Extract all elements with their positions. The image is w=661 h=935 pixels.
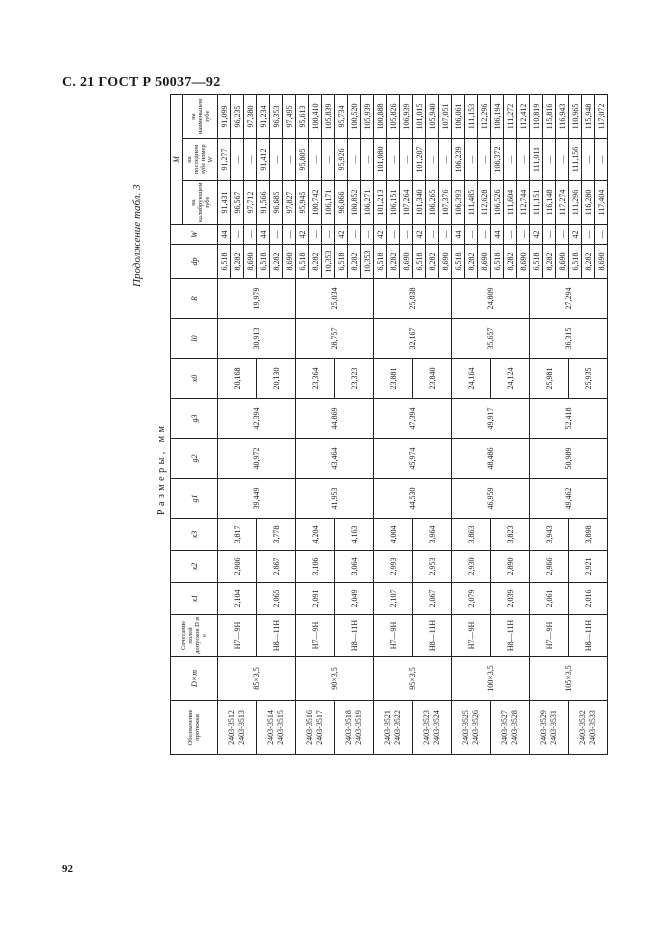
designation-line: 2403-3515 [276,710,285,745]
designation-cell [452,701,491,755]
w-cell: 42 [335,225,348,245]
l0-cell: 35,657 [452,319,530,359]
table-row [374,95,387,755]
w-cell: — [426,225,439,245]
g3-cell: 47,394 [374,399,452,439]
m-calib-cell: 111,485 [465,181,478,225]
m-last-cell: — [517,139,530,181]
dp-cell: 10,353 [322,245,335,279]
m-first-cell: 105,940 [426,95,439,139]
designation-line: 2403-3517 [315,710,324,745]
x0-cell: 23,364 [296,359,335,399]
m-calib-cell: 97,827 [283,181,296,225]
dp-cell: 8,282 [309,245,322,279]
dp-cell: 6,518 [491,245,504,279]
x2-cell: 2,921 [569,551,608,583]
header-g1: g1 [171,479,218,519]
m-first-cell: 100,410 [309,95,322,139]
dp-cell: 10,353 [361,245,374,279]
x2-cell: 2,993 [374,551,413,583]
m-last-cell: — [504,139,517,181]
w-cell: — [556,225,569,245]
header-g3: g3 [171,399,218,439]
m-last-cell: — [309,139,322,181]
x2-cell: 3,064 [335,551,374,583]
dp-cell: 6,518 [530,245,543,279]
designation-line: 2403-3516 [305,710,314,745]
x1-cell: 2,079 [452,583,491,615]
fields-cell: H7—9H [374,615,413,657]
dp-cell: 8,690 [439,245,452,279]
dxm-cell: 90×3,5 [296,657,374,701]
m-last-cell: — [595,139,608,181]
x2-cell: 2,890 [491,551,530,583]
header-m-calib: на калибрующем зубе [183,181,218,225]
w-cell: 44 [491,225,504,245]
m-calib-cell: 112,628 [478,181,491,225]
designation-line: 2403-3513 [237,710,246,745]
m-first-cell: 95,613 [296,95,309,139]
table-row [452,95,465,755]
m-last-cell: — [348,139,361,181]
designation-line: 2403-3531 [549,710,558,745]
x1-cell: 2,039 [491,583,530,615]
designation-line: 2403-3533 [588,710,597,745]
g2-cell: 40,972 [218,439,296,479]
fields-cell: H7—9H [530,615,569,657]
m-calib-cell: 106,151 [387,181,400,225]
m-last-cell: — [322,139,335,181]
m-first-cell: 105,939 [361,95,374,139]
fields-cell: H8—11H [413,615,452,657]
r-cell: 19,979 [218,279,296,319]
designation-line: 2403-3532 [578,710,587,745]
g1-cell: 49,462 [530,479,608,519]
designation-line: 2403-3519 [354,710,363,745]
x1-cell: 2,104 [218,583,257,615]
g1-cell: 46,959 [452,479,530,519]
designation-line: 2403-3525 [461,710,470,745]
m-first-cell: 106,061 [452,95,465,139]
designation-line: 2403-3528 [510,710,519,745]
m-first-cell: 95,734 [335,95,348,139]
g2-cell: 45,974 [374,439,452,479]
w-cell: 44 [452,225,465,245]
table-row [218,95,231,755]
m-calib-cell: 106,393 [452,181,465,225]
dp-cell: 8,282 [270,245,283,279]
dp-cell: 8,282 [426,245,439,279]
designation-cell [413,701,452,755]
m-first-cell: 106,194 [491,95,504,139]
header-x1: x1 [171,583,218,615]
w-cell: — [387,225,400,245]
m-calib-cell: 101,213 [374,181,387,225]
m-last-cell: 106,372 [491,139,504,181]
x1-cell: 2,091 [296,583,335,615]
designation-cell [218,701,257,755]
m-first-cell: 110,965 [569,95,582,139]
r-cell: 25,038 [374,279,452,319]
m-first-cell: 117,072 [595,95,608,139]
dp-cell: 8,282 [504,245,517,279]
g2-cell: 50,989 [530,439,608,479]
m-last-cell: 111,156 [569,139,582,181]
fields-cell: H8—11H [491,615,530,657]
m-last-cell: — [478,139,491,181]
m-last-cell: 95,926 [335,139,348,181]
designation-cell [335,701,374,755]
x0-cell: 25,981 [530,359,569,399]
x3-cell: 4,004 [374,519,413,551]
page-number: 92 [62,863,73,875]
m-calib-cell: 107,264 [400,181,413,225]
x2-cell: 3,106 [296,551,335,583]
designation-line: 2403-3526 [471,710,480,745]
m-first-cell: 91,234 [257,95,270,139]
dp-cell: 6,518 [335,245,348,279]
designation-line: 2403-3522 [393,710,402,745]
m-last-cell: 101,080 [374,139,387,181]
designation-line: 2403-3523 [422,710,431,745]
x3-cell: 4,204 [296,519,335,551]
designation-line: 2403-3529 [539,710,548,745]
dp-cell: 6,518 [296,245,309,279]
g2-cell: 48,486 [452,439,530,479]
m-first-cell: 115,948 [582,95,595,139]
l0-cell: 36,315 [530,319,608,359]
x2-cell: 2,953 [413,551,452,583]
fields-cell: H8—11H [257,615,296,657]
x0-cell: 23,840 [413,359,452,399]
dimensions-table [170,94,608,755]
m-calib-cell: 106,265 [426,181,439,225]
dp-cell: 8,282 [465,245,478,279]
m-last-cell: — [244,139,257,181]
m-last-cell: — [543,139,556,181]
header-m: M [171,95,183,225]
x2-cell: 2,930 [452,551,491,583]
m-first-cell: 97,380 [244,95,257,139]
m-last-cell: 106,239 [452,139,465,181]
l0-cell: 28,757 [296,319,374,359]
g1-cell: 39,449 [218,479,296,519]
dxm-cell: 85×3,5 [218,657,296,701]
x0-cell: 23,881 [374,359,413,399]
m-first-cell: 115,816 [543,95,556,139]
page-title: С. 21 ГОСТ Р 50037—92 [62,75,221,90]
m-last-cell: — [400,139,413,181]
x1-cell: 2,067 [413,583,452,615]
x1-cell: 2,107 [374,583,413,615]
m-first-cell: 101,015 [413,95,426,139]
m-first-cell: 105,839 [322,95,335,139]
dxm-cell: 105×3,5 [530,657,608,701]
m-first-cell: 111,153 [465,95,478,139]
m-calib-cell: 111,151 [530,181,543,225]
w-cell: — [348,225,361,245]
dxm-cell: 95×3,5 [374,657,452,701]
designation-cell [530,701,569,755]
header-fields: Сочетание полей допусков D и е [171,615,218,657]
w-cell: 42 [530,225,543,245]
w-cell: — [361,225,374,245]
x0-cell: 24,164 [452,359,491,399]
r-cell: 24,809 [452,279,530,319]
dp-cell: 6,518 [569,245,582,279]
m-calib-cell: 91,431 [218,181,231,225]
fields-cell: H7—9H [296,615,335,657]
m-calib-cell: 91,566 [257,181,270,225]
x3-cell: 3,943 [530,519,569,551]
m-last-cell: — [270,139,283,181]
w-cell: — [582,225,595,245]
w-cell: — [283,225,296,245]
x1-cell: 2,061 [530,583,569,615]
x0-cell: 25,935 [569,359,608,399]
w-cell: 42 [296,225,309,245]
dp-cell: 6,518 [218,245,231,279]
m-last-cell: 95,805 [296,139,309,181]
w-cell: — [595,225,608,245]
dp-cell: 6,518 [452,245,465,279]
m-first-cell: 91,099 [218,95,231,139]
m-last-cell: — [556,139,569,181]
header-l0: l0 [171,319,218,359]
g3-cell: 44,869 [296,399,374,439]
dp-cell: 8,690 [478,245,491,279]
x2-cell: 2,867 [257,551,296,583]
w-cell: 42 [374,225,387,245]
m-last-cell: — [361,139,374,181]
w-cell: 42 [413,225,426,245]
m-first-cell: 97,495 [283,95,296,139]
m-first-cell: 116,943 [556,95,569,139]
table-body [218,95,608,755]
m-first-cell: 100,888 [374,95,387,139]
x2-cell: 2,906 [218,551,257,583]
w-cell: — [270,225,283,245]
x0-cell: 24,124 [491,359,530,399]
dp-cell: 8,282 [348,245,361,279]
g1-cell: 41,953 [296,479,374,519]
m-calib-cell: 97,712 [244,181,257,225]
x3-cell: 3,817 [218,519,257,551]
header-designation: Обозначение протяжки [171,701,218,755]
designation-line: 2403-3514 [266,710,275,745]
x3-cell: 4,163 [335,519,374,551]
r-cell: 25,034 [296,279,374,319]
g3-cell: 52,418 [530,399,608,439]
x1-cell: 2,065 [257,583,296,615]
table-row [296,95,309,755]
w-cell: — [322,225,335,245]
m-last-cell: 91,277 [218,139,231,181]
m-last-cell: — [426,139,439,181]
w-cell: — [517,225,530,245]
table-row [530,95,543,755]
x3-cell: 3,823 [491,519,530,551]
designation-line: 2403-3512 [227,710,236,745]
dp-cell: 8,690 [283,245,296,279]
w-cell: — [465,225,478,245]
l0-cell: 32,167 [374,319,452,359]
fields-cell: H8—11H [569,615,608,657]
m-calib-cell: 100,852 [348,181,361,225]
m-calib-cell: 111,604 [504,181,517,225]
x1-cell: 2,049 [335,583,374,615]
m-calib-cell: 100,742 [309,181,322,225]
m-last-cell: — [231,139,244,181]
fields-cell: H7—9H [452,615,491,657]
designation-cell [374,701,413,755]
dxm-cell: 100×3,5 [452,657,530,701]
designation-cell [569,701,608,755]
m-calib-cell: 117,274 [556,181,569,225]
fields-cell: H8—11H [335,615,374,657]
dp-cell: 8,282 [582,245,595,279]
w-cell: — [231,225,244,245]
w-cell: — [244,225,257,245]
w-cell: 42 [569,225,582,245]
sizes-caption: Размеры, мм [156,422,167,515]
m-calib-cell: 116,148 [543,181,556,225]
m-calib-cell: 117,404 [595,181,608,225]
dp-cell: 8,690 [556,245,569,279]
w-cell: — [400,225,413,245]
m-first-cell: 96,235 [231,95,244,139]
dp-cell: 8,690 [400,245,413,279]
w-cell: — [543,225,556,245]
header-m-first: на наименьшем зубе [183,95,218,139]
designation-line: 2403-3527 [500,710,509,745]
w-cell: 44 [218,225,231,245]
designation-cell [257,701,296,755]
m-calib-cell: 106,271 [361,181,374,225]
m-calib-cell: 111,296 [569,181,582,225]
header-w: W [171,225,218,245]
m-calib-cell: 106,171 [322,181,335,225]
dp-cell: 6,518 [413,245,426,279]
g3-cell: 42,394 [218,399,296,439]
m-calib-cell: 95,945 [296,181,309,225]
header-dp: dp [171,245,218,279]
dp-cell: 8,690 [595,245,608,279]
designation-line: 2403-3518 [344,710,353,745]
header-x2: x2 [171,551,218,583]
header-x0: x0 [171,359,218,399]
x3-cell: 3,863 [452,519,491,551]
table-continuation-label: Продолжение табл. 3 [131,184,143,287]
header-r: R [171,279,218,319]
m-first-cell: 110,819 [530,95,543,139]
m-last-cell: 101,207 [413,139,426,181]
m-last-cell: — [387,139,400,181]
w-cell: — [309,225,322,245]
r-cell: 27,294 [530,279,608,319]
header-dxm: D×m [171,657,218,701]
m-first-cell: 105,826 [387,95,400,139]
x3-cell: 3,898 [569,519,608,551]
dp-cell: 8,282 [231,245,244,279]
m-first-cell: 96,353 [270,95,283,139]
w-cell: — [478,225,491,245]
designation-line: 2403-3521 [383,710,392,745]
m-last-cell: — [283,139,296,181]
g2-cell: 43,464 [296,439,374,479]
dp-cell: 8,690 [517,245,530,279]
x0-cell: 20,130 [257,359,296,399]
dp-cell: 8,282 [387,245,400,279]
l0-cell: 30,913 [218,319,296,359]
x0-cell: 23,323 [335,359,374,399]
m-first-cell: 100,520 [348,95,361,139]
m-calib-cell: 112,744 [517,181,530,225]
header-g2: g2 [171,439,218,479]
m-first-cell: 111,272 [504,95,517,139]
m-first-cell: 106,939 [400,95,413,139]
m-calib-cell: 101,340 [413,181,426,225]
dp-cell: 6,518 [374,245,387,279]
dp-cell: 8,282 [543,245,556,279]
m-calib-cell: 107,376 [439,181,452,225]
w-cell: — [439,225,452,245]
w-cell: — [504,225,517,245]
m-first-cell: 112,296 [478,95,491,139]
m-calib-cell: 96,066 [335,181,348,225]
rotated-table-block [126,95,606,755]
m-first-cell: 107,051 [439,95,452,139]
m-last-cell: — [439,139,452,181]
fields-cell: H7—9H [218,615,257,657]
g1-cell: 44,530 [374,479,452,519]
designation-cell [491,701,530,755]
x2-cell: 2,966 [530,551,569,583]
m-calib-cell: 116,280 [582,181,595,225]
w-cell: 44 [257,225,270,245]
m-calib-cell: 96,685 [270,181,283,225]
m-last-cell: 111,011 [530,139,543,181]
m-last-cell: — [582,139,595,181]
x3-cell: 3,964 [413,519,452,551]
header-x3: x3 [171,519,218,551]
x3-cell: 3,778 [257,519,296,551]
m-last-cell: — [465,139,478,181]
designation-cell [296,701,335,755]
dp-cell: 6,518 [257,245,270,279]
m-calib-cell: 106,526 [491,181,504,225]
m-last-cell: 91,412 [257,139,270,181]
g3-cell: 49,917 [452,399,530,439]
header-m-last: на последнем зубе номер W [183,139,218,181]
m-first-cell: 112,412 [517,95,530,139]
x0-cell: 20,168 [218,359,257,399]
dp-cell: 8,690 [244,245,257,279]
designation-line: 2403-3524 [432,710,441,745]
x1-cell: 2,016 [569,583,608,615]
m-calib-cell: 96,567 [231,181,244,225]
